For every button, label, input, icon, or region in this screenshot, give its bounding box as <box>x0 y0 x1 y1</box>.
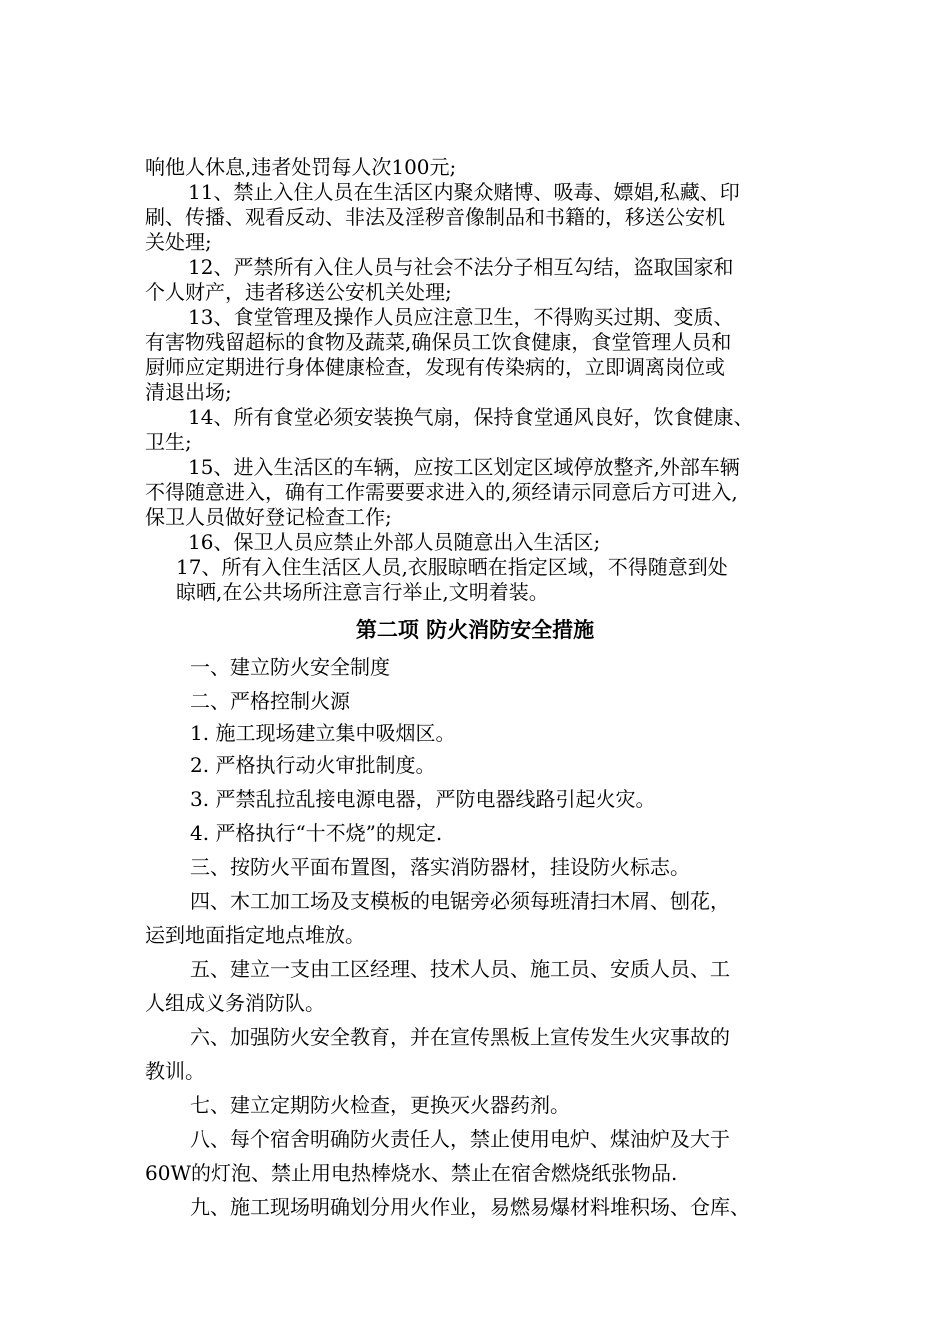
fire-subitem-3: 3. 严禁乱拉乱接电源电器，严防电器线路引起火灾。 <box>190 787 656 811</box>
fire-item-2: 二、严格控制火源 <box>190 689 350 713</box>
fire-item-6-line-2: 教训。 <box>145 1059 205 1083</box>
fire-item-7: 七、建立定期防火检查，更换灭火器药剂。 <box>190 1093 570 1117</box>
rule-14-line-1: 14、所有食堂必须安装换气扇，保持食堂通风良好，饮食健康、 <box>188 405 754 429</box>
rule-12-line-1: 12、严禁所有入住人员与社会不法分子相互勾结，盗取国家和 <box>188 255 734 279</box>
fire-item-9-line-1: 九、施工现场明确划分用火作业，易燃易爆材料堆积场、仓库、 <box>190 1195 750 1219</box>
rule-17-line-1: 17、所有入住生活区人员,衣服晾晒在指定区域，不得随意到处 <box>176 555 728 579</box>
section-2-heading: 第二项 防火消防安全措施 <box>355 617 595 642</box>
fire-item-3: 三、按防火平面布置图，落实消防器材，挂设防火标志。 <box>190 855 690 879</box>
rule-16-line-1: 16、保卫人员应禁止外部人员随意出入生活区; <box>188 530 601 554</box>
fire-item-5-line-2: 人组成义务消防队。 <box>145 991 325 1015</box>
rule-11-line-1: 11、禁止入住人员在生活区内聚众赌博、吸毒、嫖娼,私藏、印 <box>188 180 740 204</box>
fire-item-8-line-2: 60W的灯泡、禁止用电热棒烧水、禁止在宿舍燃烧纸张物品. <box>145 1161 678 1185</box>
rule-15-line-2: 不得随意进入，确有工作需要要求进入的,须经请示同意后方可进入, <box>145 480 738 504</box>
fire-subitem-4: 4. 严格执行“十不烧”的规定. <box>190 821 443 845</box>
fire-item-8-line-1: 八、每个宿舍明确防火责任人，禁止使用电炉、煤油炉及大于 <box>190 1127 730 1151</box>
fire-subitem-1: 1. 施工现场建立集中吸烟区。 <box>190 721 456 745</box>
rule-13-line-3: 厨师应定期进行身体健康检查，发现有传染病的，立即调离岗位或 <box>145 355 725 379</box>
fire-item-6-line-1: 六、加强防火安全教育，并在宣传黑板上宣传发生火灾事故的 <box>190 1025 730 1049</box>
rule-12-line-2: 个人财产，违者移送公安机关处理; <box>145 280 452 304</box>
rule-11-line-2: 刷、传播、观看反动、非法及淫秽音像制品和书籍的，移送公安机 <box>145 205 725 229</box>
fire-item-1: 一、建立防火安全制度 <box>190 655 390 679</box>
rule-15-line-1: 15、进入生活区的车辆，应按工区划定区域停放整齐,外部车辆 <box>188 455 740 479</box>
rule-11-line-3: 关处理; <box>145 230 212 254</box>
rule-13-line-2: 有害物残留超标的食物及蔬菜,确保员工饮食健康，食堂管理人员和 <box>145 330 732 354</box>
rule-15-line-3: 保卫人员做好登记检查工作; <box>145 505 392 529</box>
rule-14-line-2: 卫生; <box>145 430 192 454</box>
rule-13-line-4: 清退出场; <box>145 380 232 404</box>
rule-17-line-2: 晾晒,在公共场所注意言行举止,文明着装。 <box>176 580 549 604</box>
fire-item-4-line-2: 运到地面指定地点堆放。 <box>145 923 365 947</box>
fire-item-5-line-1: 五、建立一支由工区经理、技术人员、施工员、安质人员、工 <box>190 957 730 981</box>
fire-item-4-line-1: 四、木工加工场及支模板的电锯旁必须每班清扫木屑、刨花， <box>190 889 730 913</box>
rule-13-line-1: 13、食堂管理及操作人员应注意卫生，不得购买过期、变质、 <box>188 305 734 329</box>
fire-subitem-2: 2. 严格执行动火审批制度。 <box>190 753 436 777</box>
rule-10-continuation: 响他人休息,违者处罚每人次100元; <box>145 155 457 179</box>
